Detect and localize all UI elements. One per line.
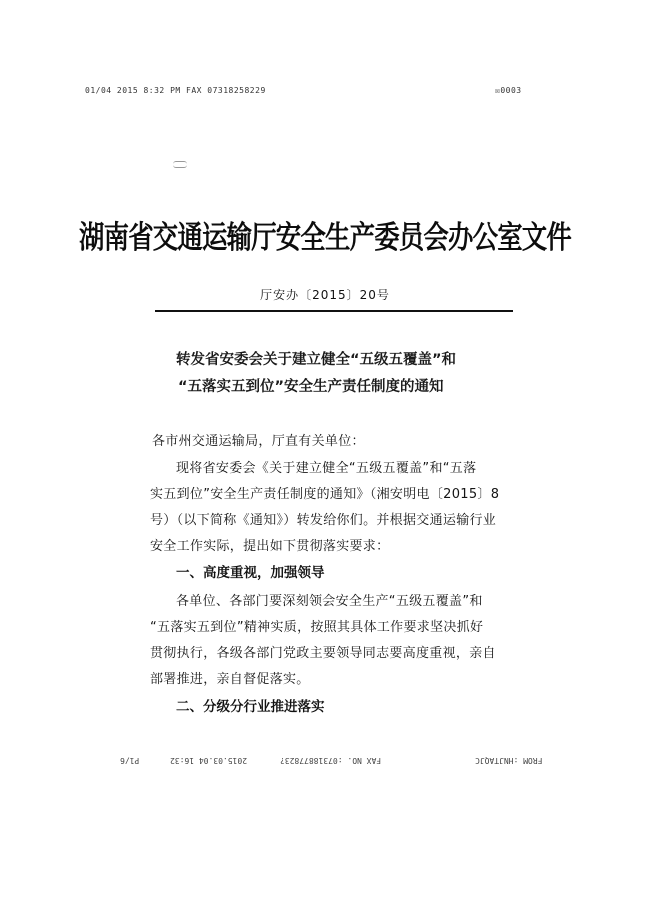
fax-footer-number: FAX NO. :07318877823? [280, 756, 382, 765]
document-number: 厅安办〔2015〕20号 [260, 288, 390, 302]
scan-speck [173, 161, 187, 168]
fax-header-left: 01/04 2015 8:32 PM FAX 07318258229 [85, 86, 266, 95]
salutation: 各市州交通运输局，厅直有关单位： [152, 434, 365, 449]
document-title: 湖南省交通运输厅安全生产委员会办公室文件 [79, 220, 571, 256]
paragraph-2-line-3: 贯彻执行，各级各部门党政主要领导同志要高度重视，亲自 [150, 646, 496, 661]
paragraph-1-line-3: 号）（以下简称《通知》）转发给你们。并根据交通运输行业 [150, 513, 497, 528]
section-heading-1: 一、高度重视，加强领导 [176, 565, 325, 581]
fax-footer-from: FROM :HNJTAQJC [475, 756, 543, 765]
notice-subtitle-line-1: 转发省安委会关于建立健全“五级五覆盖”和 [176, 352, 457, 368]
paragraph-2-line-1: 各单位、各部门要深刻领会安全生产“五级五覆盖”和 [176, 594, 483, 609]
section-heading-2: 二、分级分行业推进落实 [176, 699, 325, 715]
header-rule [155, 310, 513, 312]
paragraph-1-line-4: 安全工作实际，提出如下贯彻落实要求： [150, 539, 390, 554]
fax-header-right: ☒0003 [495, 86, 522, 95]
paragraph-1-line-1: 现将省安委会《关于建立健全“五级五覆盖”和“五落 [176, 461, 477, 476]
paragraph-2-line-4: 部署推进，亲自督促落实。 [150, 672, 310, 687]
fax-footer-date: 2015.03.04 16:32 [170, 756, 248, 765]
paragraph-2-line-2: “五落实五到位”精神实质，按照其具体工作要求坚决抓好 [150, 620, 484, 635]
fax-footer-page: P1/6 [120, 756, 140, 765]
notice-subtitle-line-2: “五落实五到位”安全生产责任制度的通知 [178, 379, 444, 395]
paragraph-1-line-2: 实五到位”安全生产责任制度的通知》（湘安明电〔2015〕8 [150, 487, 500, 502]
